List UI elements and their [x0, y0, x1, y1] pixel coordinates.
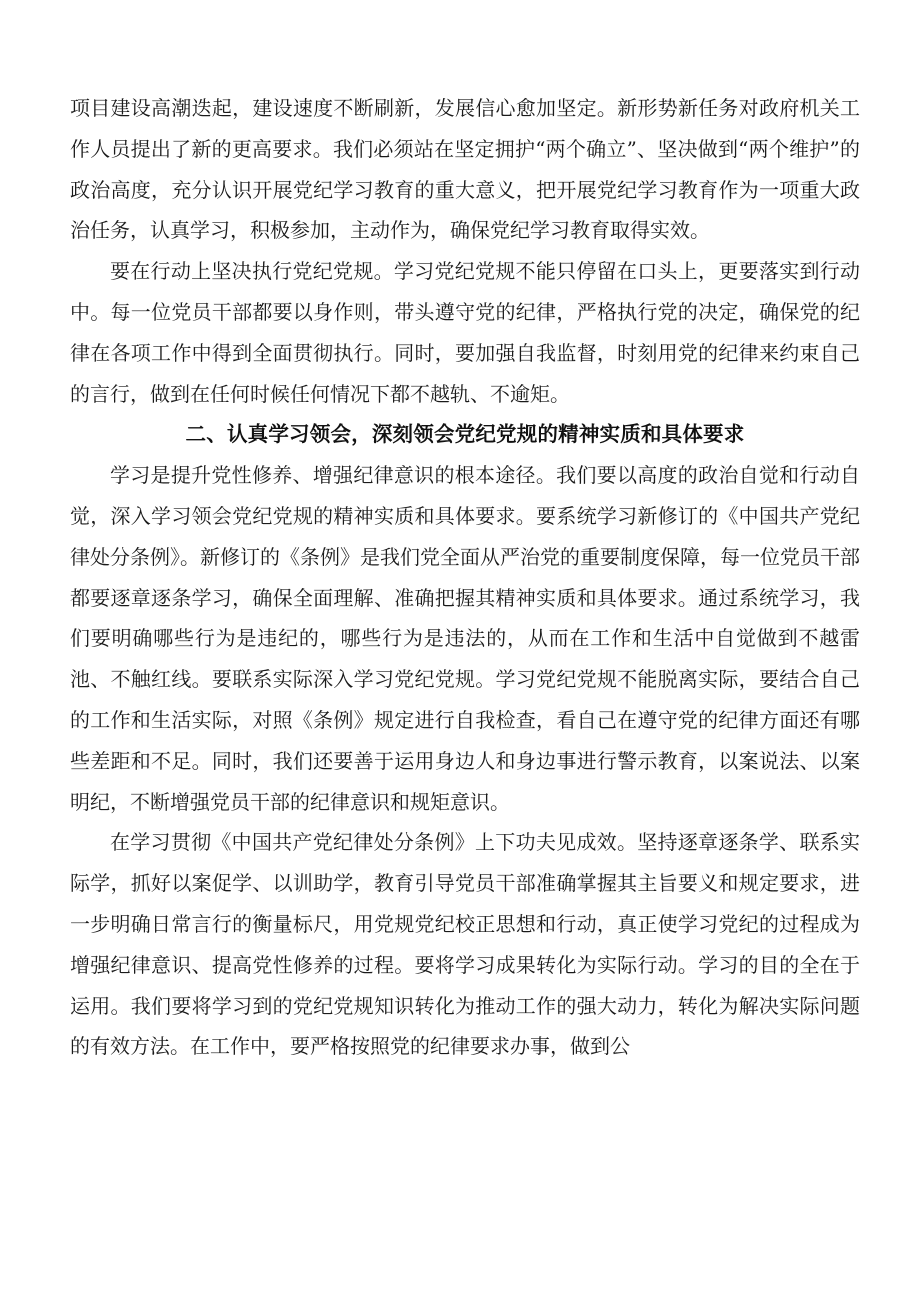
paragraph-execute-discipline: 要在行动上坚决执行党纪党规。学习党纪党规不能只停留在口头上，更要落实到行动中。每一位党员干部都要以身作则，带头遵守党的纪律，严格执行党的决定，确保党的纪律在各项工作中得到全面贯彻执行。同时，要加强自我监督，时刻用党的纪律来约束自己的言行，做到在任何时候任何情况下都不越轨、不逾矩。: [70, 259, 860, 406]
paragraph-study-regulations: 学习是提升党性修养、增强纪律意识的根本途径。我们要以高度的政治自觉和行动自觉，深入学习领会党纪党规的精神实质和具体要求。要系统学习新修订的《中国共产党纪律处分条例》。新修订的《条例》是我们党全面从严治党的重要制度保障，每一位党员干部都要逐章逐条学习，确保全面理解、准确把握其精神实质和具体要求。通过系统学习，我们要明确哪些行为是违纪的，哪些行为是违法的，从而在工作和生活中自觉做到不越雷池、不触红线。要联系实际深入学习党纪党规。学习党纪党规不能脱离实际，要结合自己的工作和生活实际，对照《条例》规定进行自我检查，看自己在遵守党的纪律方面还有哪些差距和不足。同时，我们还要善于运用身边人和身边事进行警示教育，以案说法、以案明纪，不断增强党员干部的纪律意识和规矩意识。: [70, 463, 860, 814]
document-body: [70, 88, 860, 1067]
paragraph-implement-regulations: 在学习贯彻《中国共产党纪律处分条例》上下功夫见成效。坚持逐章逐条学、联系实际学，抓好以案促学、以训助学，教育引导党员干部准确掌握其主旨要义和规定要求，进一步明确日常言行的衡量标尺，用党规党纪校正思想和行动，真正使学习党纪的过程成为增强纪律意识、提高党性修养的过程。要将学习成果转化为实际行动。学习的目的全在于运用。我们要将学习到的党纪党规知识转化为推动工作的强大动力，转化为解决实际问题的有效方法。在工作中，要严格按照党的纪律要求办事，做到公: [70, 830, 860, 1059]
paragraph-continued: 项目建设高潮迭起，建设速度不断刷新，发展信心愈加坚定。新形势新任务对政府机关工作人员提出了新的更高要求。我们必须站在坚定拥护“两个确立”、坚决做到“两个维护”的政治高度，充分认识开展党纪学习教育的重大意义，把开展党纪学习教育作为一项重大政治任务，认真学习，积极参加，主动作为，确保党纪学习教育取得实效。: [70, 96, 860, 243]
section-heading: 二、认真学习领会，深刻领会党纪党规的精神实质和具体要求: [185, 422, 745, 447]
